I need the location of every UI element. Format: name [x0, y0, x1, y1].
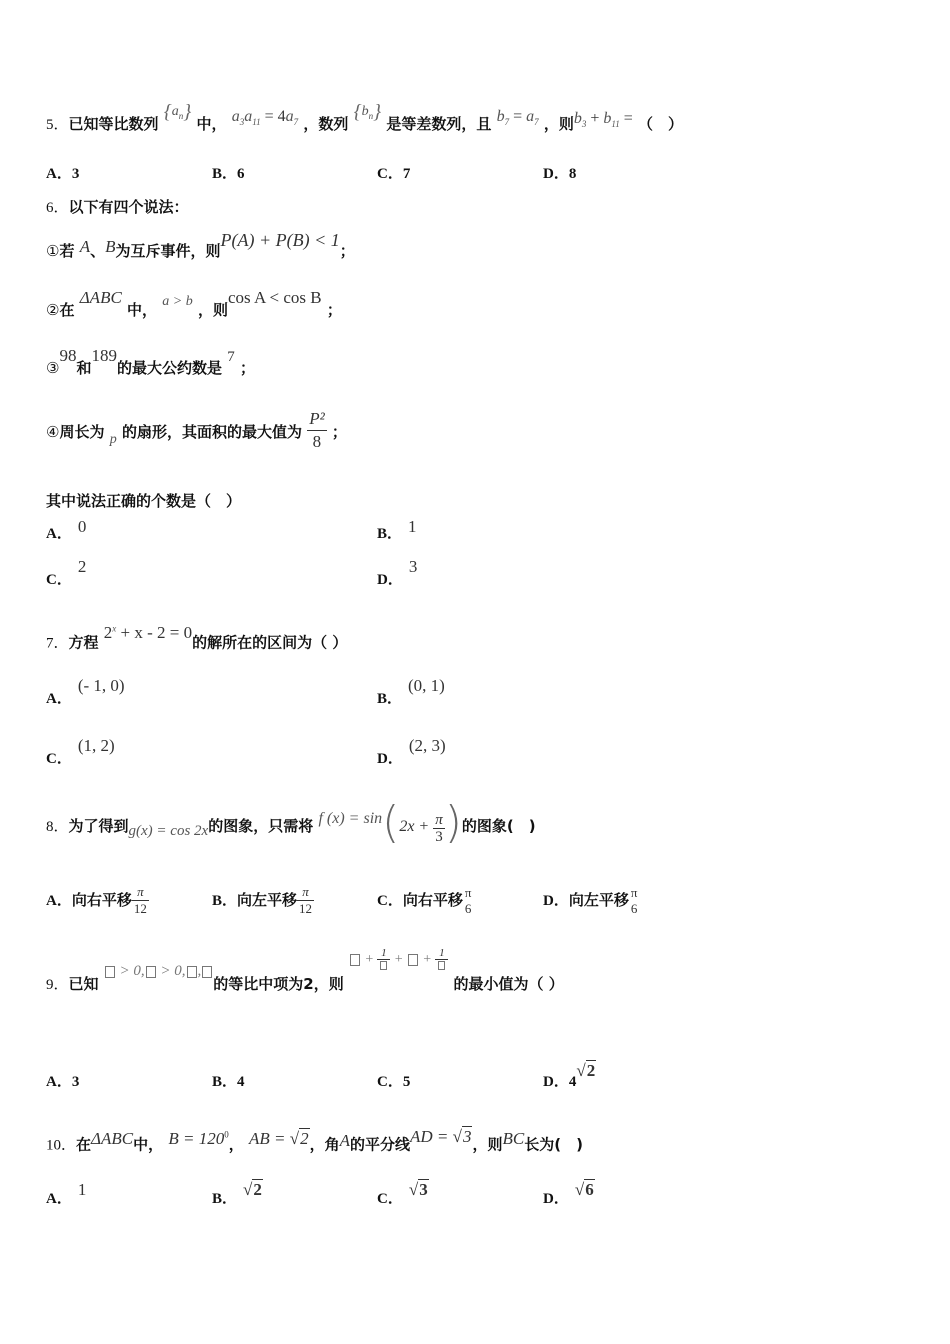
q5-option-b[interactable]: B．6 [212, 166, 245, 182]
q9-stem: 9．已知 > 0, > 0, ,的等比中项为2，则 + 1 + + 1 的最小值为（ ） [46, 947, 564, 993]
q7-option-b[interactable]: B．(0, 1) [377, 676, 445, 707]
q5-text-5: ，则 [543, 115, 574, 133]
q5-text-2: 中， [196, 115, 227, 133]
q5-seq-b: $\{b_n\}$ [353, 100, 382, 123]
q7-stem: 7．方程 $2^x + x - 2 = 0$的解所在的区间为（ ） [46, 622, 348, 652]
q7-option-c[interactable]: C．(1, 2) [46, 736, 115, 767]
q5-option-a[interactable]: A．3 [46, 166, 80, 182]
q6-statement-2: ②在 ΔABC 中， a > b ，则cos A < cos B ； [46, 288, 342, 319]
q6-number: 6． [46, 200, 69, 216]
q9-option-c[interactable]: C．5 [377, 1074, 411, 1090]
q9-option-a[interactable]: A．3 [46, 1074, 80, 1090]
q7-option-a[interactable]: A．(- 1, 0) [46, 676, 125, 707]
q5-option-c[interactable]: C．7 [377, 166, 411, 182]
q6-option-c[interactable]: C．2 [46, 557, 87, 588]
q6-statement-4: ④周长为 p 的扇形，其面积的最大值为 $\frac{\text{P²}}{8}$ ； [46, 409, 347, 451]
q10-ad: AD = √3 [410, 1126, 472, 1146]
q6-statement-1: ①若 A、B为互斥事件，则P(A) + P(B) < 1； [46, 230, 355, 260]
q8-option-a[interactable]: A．向右平移 $\frac{\pi}{12}$ [46, 884, 147, 916]
q9-option-b[interactable]: B．4 [212, 1074, 245, 1090]
q10-option-b[interactable]: B． √2 [212, 1180, 262, 1207]
q6-option-a[interactable]: A． 0 [46, 517, 87, 542]
q5-eq3: $b_3 + b_{11}$ = [573, 110, 633, 130]
q5-eq2: $b_7 = a_7$ [496, 108, 539, 128]
q8-option-c[interactable]: C．向右平移 π 6 [377, 884, 472, 916]
q10-option-c[interactable]: C． √3 [377, 1180, 428, 1207]
q8-function-f: f (x) = sin [318, 810, 383, 827]
q9-option-d[interactable]: D．4√2 [543, 1061, 596, 1090]
q9-expression: + 1 + + 1 [349, 952, 448, 967]
q5-seq-a: $\{a_n\}$ [163, 100, 192, 123]
q10-angle-b: $B = 120^0$ [168, 1128, 229, 1148]
q5-text-1: 已知等比数列 [68, 115, 159, 133]
q8-option-d[interactable]: D．向左平移 π 6 [543, 884, 638, 916]
q5-option-d[interactable]: D．8 [543, 166, 577, 182]
q5-answer-paren: （ ） [638, 115, 684, 133]
q6-stem [46, 196, 189, 217]
q5-eq1: $a_3a_{11} = 4a_7$ [231, 108, 299, 128]
q7-equation: $2^x + x - 2 = 0$ [103, 622, 193, 642]
q5-number: 5． [46, 117, 69, 133]
q6-max-area-fraction: $\frac{\text{P²}}{8}$ [309, 409, 325, 451]
q6-question: 其中说法正确的个数是（ ） [46, 492, 242, 510]
q5-text-3: ，数列 [303, 115, 349, 133]
q6-option-d[interactable]: D．3 [377, 557, 418, 588]
q5-text-4: 是等差数列，且 [386, 115, 492, 133]
q10-stem: 10．在ΔABC中， $B = 120^0$， AB = √2，角A的平分线AD = √3，则BC长为( ) [46, 1126, 583, 1154]
q8-option-b[interactable]: B．向左平移 $\frac{\pi}{12}$ [212, 884, 313, 916]
q10-ab: AB = √2 [248, 1128, 309, 1148]
q6-stem-text: 以下有四个说法： [68, 198, 189, 216]
q9-condition: > 0, > 0, , [104, 963, 214, 979]
q10-option-a[interactable]: A． 1 [46, 1180, 87, 1207]
q7-option-d[interactable]: D．(2, 3) [377, 736, 446, 767]
q6-statement-3: ③98和189的最大公约数是 7 ； [46, 346, 255, 377]
q5-stem [46, 98, 683, 138]
q10-option-d[interactable]: D． √6 [543, 1180, 594, 1207]
q6-option-b[interactable]: B． 1 [377, 517, 417, 542]
q8-stem: 8．为了得到g(x) = cos 2x的图象，只需将 f (x) = sin(2x + $\frac{\pi}{3}$ )的图象( ) [46, 796, 536, 848]
